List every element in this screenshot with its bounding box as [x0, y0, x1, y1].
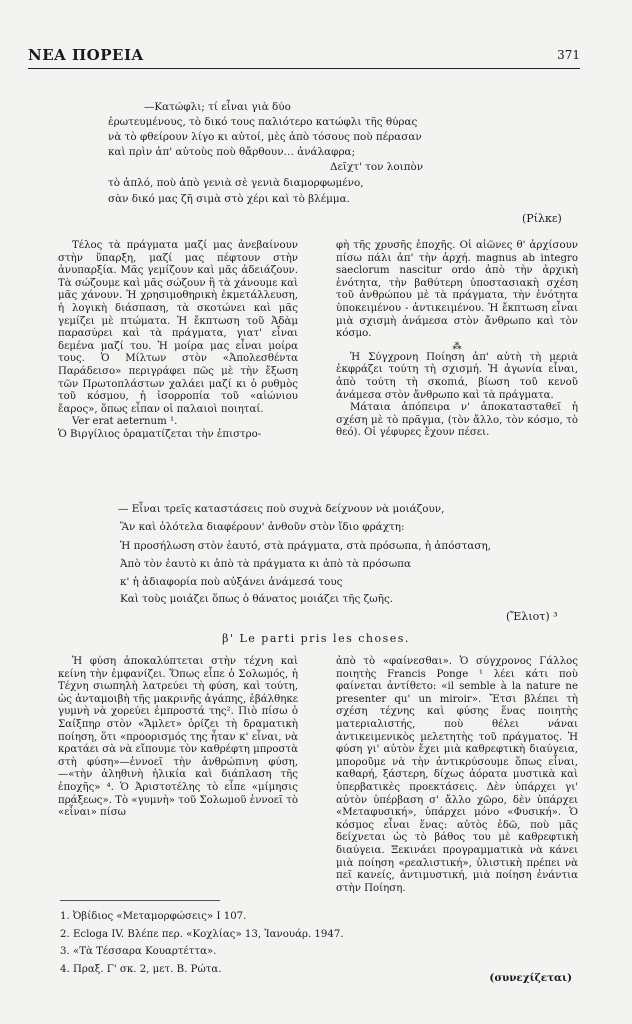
poem-line: τὸ ἁπλό, ποὺ ἀπὸ γενιὰ σὲ γενιὰ διαμορφωμένο,	[108, 177, 364, 189]
poem-line: καὶ πρὶν ἀπ' αὐτοὺς ποὺ θἄρθουν… ἀνάλαφρα;	[108, 146, 356, 158]
footnotes	[60, 908, 344, 978]
footnote: 1. Ὀβίδιος «Μεταμορφώσεις» Ι 107.	[60, 911, 247, 922]
left-column-2	[58, 656, 298, 820]
poem-line: ἐρωτευμένους, τὸ δικό τους παλιότερο κατώφλι τῆς θύρας	[108, 116, 418, 128]
section-separator: ⁂	[452, 341, 462, 352]
paragraph: φὴ τῆς χρυσῆς ἐποχῆς. Οἱ αἰῶνες θ' ἀρχίσουν πίσω πάλι ἀπ' τὴν ἀρχή. magnus ab integro saeclorum nascitur ordo ἀπὸ τὴν ἀρχικὴ ἑνότητα, τὴν βαθύτερη ὑποστασιακὴ σχέση τοῦ ἀνθρώπου μὲ τὰ πράγματα, τὴν ἑνότητα ὑποκειμένου - ἀντικειμένου. Ἡ ἔκπτωση εἶναι μιὰ σχισμὴ ἀνάμεσα στὸν ἄνθρωπο καὶ τὸν κόσμο.	[336, 240, 578, 340]
paragraph: Ἡ Σύγχρονη Ποίηση ἀπ' αὐτὴ τὴ μεριὰ ἐκφράζει τούτη τὴ σχισμή. Ἡ ἀγωνία εἶναι, ἀπὸ τούτη τὴ σκοπιά, βίωση τοῦ κενοῦ ἀνάμεσα στὸν ἄνθρωπο καὶ τὰ πράγματα.	[336, 351, 578, 401]
poem-line: Ἀπὸ τὸν ἑαυτὸ κι ἀπὸ τὰ πράγματα κι ἀπὸ τὰ πρόσωπα	[120, 558, 412, 570]
paragraph: Ὁ Βιργίλιος ὁραματίζεται τὴν ἐπιστρο-	[58, 428, 262, 440]
poem-line: Δεῖχτ' τον λοιπὸν	[330, 161, 424, 173]
paragraph: Τέλος τὰ πράγματα μαζί μας ἀνεβαίνουν στὴν ὕπαρξη, μαζί μας πέφτουν στὴν ἀνυπαρξία. Μᾶς γεμίζουν καὶ μᾶς ἀδειάζουν. Τὰ σώζουμε καὶ μᾶς σώζουν ἢ τὰ χάνουμε καὶ μᾶς χάνουν. Ἡ χρησιμοθηρικὴ ἐκμετάλλευση, ἡ λογικὴ διάσπαση, τὰ σκοτώνει καὶ μᾶς γεμίζει μὲ πτώματα. Ἡ ἔκπτωση τοῦ Ἀδὰμ παρασύρει καὶ τὰ πράγματα, γιατ' εἶναι δεμένα μαζί του. Ἡ μοίρα μας εἶναι μοίρα τους. Ὁ Μίλτων στὸν «Ἀπολεσθέντα Παράδεισο» περιγράφει πῶς μὲ τὴν ἔξωση τῶν Πρωτοπλάστων χαλάει μαζί κι ὁ ρυθμὸς τοῦ κόσμου, ἡ ἰσορροπία τοῦ «αἰώνιου ἔαρος», ὅπως εἶπαν οἱ παλαιοὶ ποιηταί.	[58, 240, 298, 415]
poem-line: Ἂν καὶ ὁλότελα διαφέρουν' ἀνθοῦν στὸν ἴδιο φράχτη:	[120, 521, 405, 533]
footnote-rule	[60, 900, 220, 901]
poem-line: νὰ τὸ φθείρουν λίγο κι αὐτοί, μὲς ἀπὸ τόσους ποὺ πέρασαν	[108, 131, 422, 143]
poem-line: —Κατώφλι; τί εἶναι γιὰ δύο	[144, 101, 291, 113]
poem-line: Καὶ τοὺς μοιάζει ὅπως ὁ θάνατος μοιάζει τῆς ζωῆς.	[120, 593, 394, 605]
footnote: 2. Ecloga IV. Βλέπε περ. «Κοχλίας» 13, Ἰανουάρ. 1947.	[60, 928, 344, 940]
footnote: 4. Πραξ. Γ' σκ. 2, μετ. Β. Ρώτα.	[60, 963, 222, 975]
paragraph: Μάταια ἀπόπειρα ν' ἀποκατασταθεῖ ἡ σχέση μὲ τὸ πρᾶγμα, (τὸν ἄλλο, τὸν κόσμο, τὸ θεό). Οἱ γέφυρες ἔχουν πέσει.	[336, 402, 578, 439]
poem-line: Ἡ προσήλωση στὸν ἑαυτό, στὰ πράγματα, στὰ πρόσωπα, ἡ ἀπόσταση,	[120, 540, 491, 552]
poem-attribution: (Ἔλιοτ) ³	[506, 610, 558, 623]
right-column-2	[336, 656, 578, 895]
poem-line: κ' ἡ ἀδιαφορία ποὺ αὐξάνει ἀνάμεσά τους	[120, 576, 343, 588]
section-heading: β' Le parti pris les choses.	[222, 632, 410, 645]
journal-title: ΝΕΑ ΠΟΡΕΙΑ	[28, 46, 144, 64]
poem-attribution: (Ρίλκε)	[522, 212, 562, 225]
poem-line: — Εἶναι τρεῖς καταστάσεις ποὺ συχνὰ δείχνουν νὰ μοιάζουν,	[118, 503, 445, 515]
paragraph: Ἡ φύση ἀποκαλύπτεται στὴν τέχνη καὶ κείνη τὴν ἐμφανίζει. Ὅπως εἶπε ὁ Σολωμός, ἡ Τέχνη σιωπηλὴ λατρεύει τὴ φύση, καὶ τούτη, ὡς ἀνταμοιβὴ τῆς μακρινῆς ἀγάπης, ἐβάλθηκε γυμνὴ νὰ χορεύει ἐμπροστά της². Πιὸ πίσω ὁ Σαίξπηρ στὸν «Ἄμλετ» ὁρίζει τὴ δραματικὴ ποίηση, ὅτι «προορισμός της ἦταν κ' εἶναι, νὰ κρατάει σὰ νὰ εἴπουμε τὸν καθρέφτη μπροστὰ στὴ φύση»—ἐννοεῖ τὴν ἀνθρώπινη φύση,—«τὴν ἀληθινὴ ἡλικία καὶ διάπλαση τῆς ἐποχῆς» ⁴. Ὁ Ἀριστοτέλης τὸ εἶπε «μίμησις πράξεως». Τὸ «γυμνὴ» τοῦ Σολωμοῦ ἐννοεῖ τὸ «εἶναι» πίσω	[58, 656, 298, 819]
page-number: 371	[557, 48, 580, 62]
page-header	[28, 46, 580, 72]
header-rule	[28, 68, 580, 69]
paragraph: ἀπὸ τὸ «φαίνεσθαι». Ὁ σύγχρονος Γάλλος ποιητὴς Francis Ponge ¹ λέει κάτι ποὺ φαίνεται ἀντίθετο: «il semble à la nature ne presenter qu' un miroir». Ἔτσι βλέπει τὴ σχέση τέχνης καὶ φύσης ἕνας ποιητὴς ματεριαλιστής, ποὺ θέλει νάναι ἀντικειμενικὸς μελετητὴς τοῦ πράγματος. Ἡ φύση γι' αὐτὸν ἔχει μιὰ καθρεφτικὴ διαύγεια, μποροῦμε νὰ τὴν ἀντικρύσουμε ὅπως εἶναι, καθαρή, ξάστερη, δίχως ἀόρατα μυστικὰ καὶ ὑπερβατικὲς προεκτάσεις. Δὲν ὑπάρχει γι' αὐτὸν ὑπέρβαση σ' ἄλλο χῶρο, δὲν ὑπάρχει «Μεταφυσική», ὑπάρχει μόνο «Φυσική». Ὁ κόσμος εἶναι ἕνας: αὐτὸς ἐδῶ, ποὺ μᾶς δείχνεται ὡς τὸ βάθος του μὲ καθρεφτικὴ διαύγεια. Ξεκινάει προγραμματικὰ νὰ κάνει μιὰ ποίηση «ρεαλιστική», ὑλιστικὴ πρέπει νὰ πεῖ κανείς, ἀντιμυστική, μιὰ ποίηση ἐνάντια στὴν Ποίηση.	[336, 656, 578, 894]
left-column	[58, 240, 298, 442]
latin-quote: Ver erat aeternum ¹.	[72, 416, 178, 428]
footnote: 3. «Τὰ Τέσσαρα Κουαρτέττα».	[60, 946, 217, 957]
continued-note: (συνεχίζεται)	[489, 972, 572, 984]
poem-line: σὰν δικό μας ζῆ σιμὰ στὸ χέρι καὶ τὸ βλέμμα.	[108, 193, 350, 205]
right-column	[336, 240, 578, 440]
